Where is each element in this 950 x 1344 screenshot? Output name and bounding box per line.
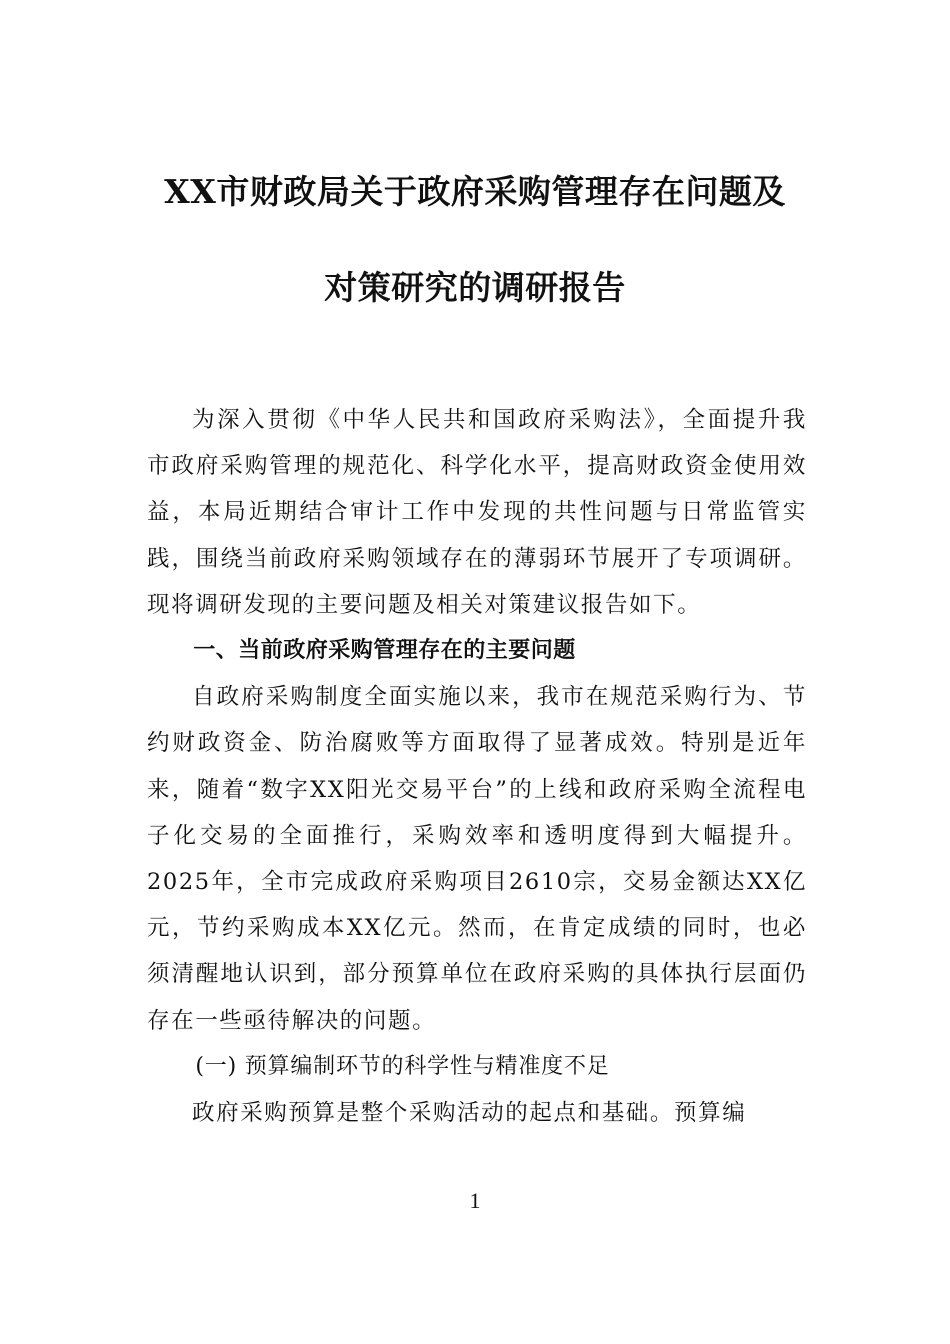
intro-paragraph: 为深入贯彻《中华人民共和国政府采购法》，全面提升我市政府采购管理的规范化、科学化水平，提高财政资金使用效益，本局近期结合审计工作中发现的共性问题与日常监管实践，围绕当前政府采购领域存在的薄弱环节展开了专项调研。现将调研发现的主要问题及相关对策建议报告如下。 bbox=[147, 407, 807, 618]
section-1-paragraph: 自政府采购制度全面实施以来，我市在规范采购行为、节约财政资金、防治腐败等方面取得了显著成效。特别是近年来，随着“数字XX阳光交易平台”的上线和政府采购全流程电子化交易的全面推行，采购效率和透明度得到大幅提升。2025年，全市完成政府采购项目2610宗，交易金额达XX亿元，节约采购成本XX亿元。然而，在肯定成绩的同时，也必须清醒地认识到，部分预算单位在政府采购的具体执行层面仍存在一些亟待解决的问题。 bbox=[147, 684, 807, 1034]
page-number: 1 bbox=[469, 1188, 481, 1213]
subsection-1-heading: (一) 预算编制环节的科学性与精准度不足 bbox=[195, 1053, 610, 1079]
document-body bbox=[147, 397, 807, 1136]
subsection-1-paragraph: 政府采购预算是整个采购活动的起点和基础。预算编 bbox=[192, 1100, 747, 1127]
section-1-heading: 一、当前政府采购管理存在的主要问题 bbox=[193, 638, 576, 664]
document-title-line-1: XX市财政局关于政府采购管理存在问题及 bbox=[164, 172, 786, 211]
document-title-line-2: 对策研究的调研报告 bbox=[324, 268, 626, 307]
